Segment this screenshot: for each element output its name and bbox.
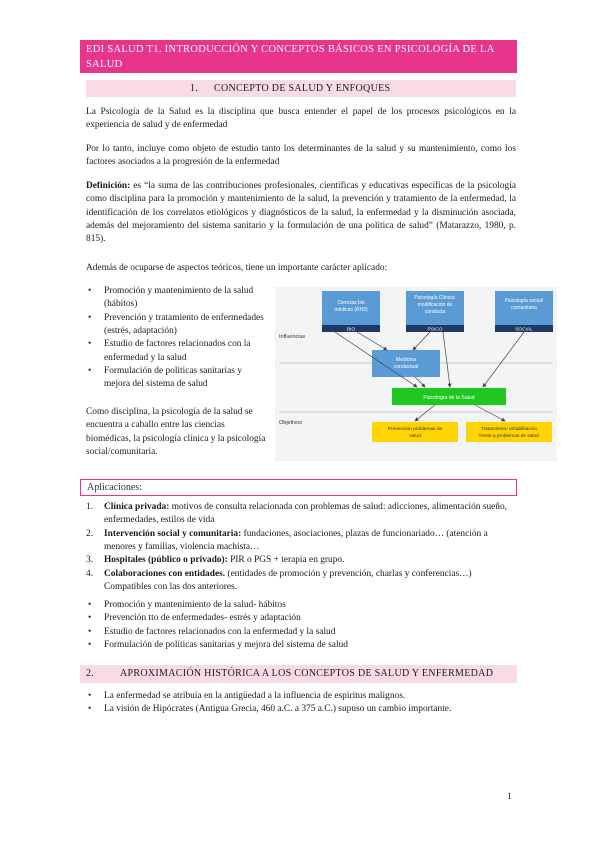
history-bullets — [86, 690, 516, 717]
applications-bullets — [86, 599, 516, 652]
definition-label: Definición: — [86, 181, 131, 191]
section-1-number: 1. — [190, 83, 199, 94]
section-1-title: CONCEPTO DE SALUD Y ENFOQUES — [214, 83, 391, 94]
objectives-label: Objetivos — [279, 420, 302, 426]
applied-paragraph: Además de ocuparse de aspectos teóricos, tiene un importante carácter aplicado: — [86, 263, 388, 273]
behavioral-medicine-box-line: Medicina — [395, 357, 417, 363]
item-number: 3. — [86, 555, 94, 566]
list-item: • Promoción y mantenimiento de la salud (hábitos) — [86, 285, 266, 312]
prevention-box-line: salud — [409, 434, 421, 439]
page-number: 1 — [507, 792, 512, 802]
list-item: • Promoción y mantenimiento de la salud- hábitos — [86, 599, 516, 612]
definition-paragraph — [86, 180, 516, 247]
clinical-box-line: modificación de — [417, 302, 453, 308]
social-label-text: SOCIAL — [515, 327, 533, 333]
item-text: motivos de consulta relacionada con problemas de salud: adicciones, alimentación sueño, enfermedades, estilos de vida — [104, 502, 508, 526]
prevention-box — [372, 422, 458, 442]
bio-label-text: BIO — [346, 327, 356, 333]
social-box-line: Psicología social/ — [504, 298, 544, 304]
list-item: • Estudio de factores relacionados con la enfermedad y la salud — [86, 626, 516, 639]
item-number: 1. — [86, 502, 94, 512]
list-item: • Formulación de políticas sanitarias y mejora del sistema de salud — [86, 365, 266, 392]
psico-label-text: PSICO — [427, 327, 443, 333]
item-text: (entidades de promoción y prevención, charlas y conferencias…) Compatibles con las dos anteriores. — [104, 568, 472, 593]
item-text: PIR o PGS + terapia en grupo. — [227, 555, 345, 566]
applications-heading: Aplicaciones: — [80, 479, 517, 496]
item-title: Colaboraciones con entidades. — [104, 568, 226, 579]
list-item: • La visión de Hipócrates (Antigua Grecia, 460 a.C. a 375 a.C.) supuso un cambio importante. — [86, 703, 516, 716]
applications-list — [86, 501, 516, 594]
item-title: Hospitales (público o privado): — [104, 555, 228, 566]
section-2-title: APROXIMACIÓN HISTÓRICA A LOS CONCEPTOS DE SALUD Y ENFERMEDAD — [120, 668, 494, 679]
treatment-box-line: Tratamiento/ rehabilitación — [480, 427, 538, 432]
item-title: Clínica privada: — [104, 502, 170, 512]
item-text: fundaciones, asociaciones, plazas de funcionariado… (atención a menores y familias, violencia machista… — [104, 528, 488, 553]
list-item: • Estudio de factores relacionados con la enfermedad y la salud — [86, 338, 266, 365]
clinical-box-line: Psicología Clínica: — [414, 295, 456, 301]
item-number: 2. — [86, 528, 94, 539]
influences-label: Influencias — [279, 334, 306, 340]
biomedical-box-line: Ciencias bio — [337, 300, 365, 306]
item-number: 4. — [86, 568, 94, 579]
list-item: • Formulación de políticas sanitarias y mejora del sistema de salud — [86, 639, 516, 652]
objectives-list — [86, 285, 266, 392]
list-item — [86, 501, 516, 528]
study-object-paragraph: Por lo tanto, incluye como objeto de estudio tanto los determinantes de la salud y su mantenimiento, como los factores asociados a la progresión de la enfermedad — [86, 144, 516, 168]
section-1-heading — [86, 80, 516, 97]
social-box-line: comunitaria — [511, 305, 537, 311]
clinical-box-line: conducta — [424, 309, 446, 315]
document-title: EDI SALUD T1. INTRODUCCIÓN Y CONCEPTOS BÁSICOS EN PSICOLOGÍA DE LA SALUD — [80, 40, 517, 73]
treatment-box — [466, 422, 552, 442]
list-item — [86, 568, 516, 595]
section-2-number: 2. — [86, 668, 95, 679]
biomedical-box-line: médicas (RH2) — [334, 307, 368, 313]
intro-paragraph: La Psicología de la Salud es la disciplina que busca entender el papel de los procesos psicológicos en la experiencia de salud y de enfermedad — [86, 107, 516, 131]
list-item: • La enfermedad se atribuía en la antigüedad a la influencia de espíritus malignos. — [86, 690, 516, 703]
health-psychology-box-text: Psicología de la Salud — [423, 395, 475, 401]
list-item: • Prevención tto de enfermedades- estrés y adaptación — [86, 612, 516, 625]
discipline-paragraph: Como disciplina, la psicología de la salud se encuentra a caballo entre las ciencias biomédicas, la psicología clínica y la psicología social/comunitaria. — [86, 407, 266, 458]
list-item — [86, 554, 516, 567]
health-psychology-diagram — [275, 287, 557, 461]
item-title: Intervención social y comunitaria: — [104, 528, 242, 539]
list-item: • Prevención y tratamiento de enfermedades (estrés, adaptación) — [86, 312, 266, 339]
treatment-box-line: frente a problemas de salud — [479, 434, 539, 439]
list-item — [86, 528, 516, 555]
prevention-box-line: Prevención problemas de — [387, 427, 443, 432]
section-2-heading — [80, 665, 517, 683]
behavioral-medicine-box-line: conductual — [393, 364, 419, 370]
definition-text: es “la suma de las contribuciones profesionales, científicas y educativas específicas de la psicología como disciplina para la promoción y mantenimiento de la salud, la prevención y tratamiento de la enfermedad, la identificación de los correlatos etiológicos y diagnósticos de la salud, la enfermedad y la disminución asociada, además del mejoramiento del sistema sanitario y la formulación de una política de salud” (Matarazzo, 1980, p. 815). — [86, 181, 516, 245]
